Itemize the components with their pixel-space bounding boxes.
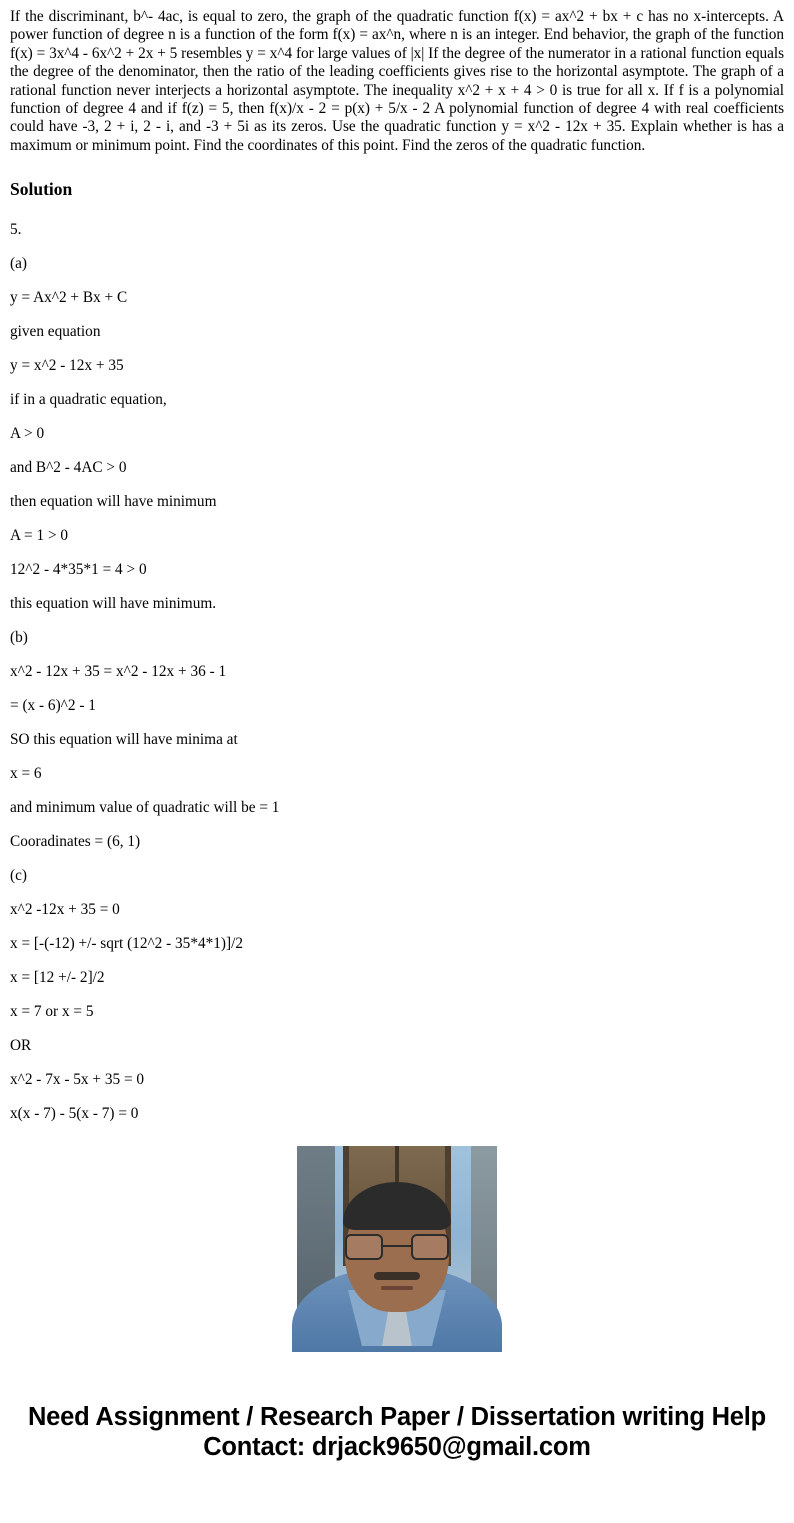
solution-line: this equation will have minimum.: [10, 595, 217, 613]
avatar-mouth: [381, 1286, 413, 1290]
solution-line: (c): [10, 867, 27, 885]
solution-line: x = 7 or x = 5: [10, 1003, 94, 1021]
avatar-mustache: [374, 1272, 420, 1280]
solution-line: 5.: [10, 221, 22, 239]
glasses-bridge: [383, 1245, 411, 1247]
solution-line: 12^2 - 4*35*1 = 4 > 0: [10, 561, 147, 579]
solution-line: x^2 - 12x + 35 = x^2 - 12x + 36 - 1: [10, 663, 227, 681]
solution-line: x(x - 7) - 5(x - 7) = 0: [10, 1105, 139, 1123]
solution-line: then equation will have minimum: [10, 493, 217, 511]
solution-line: and minimum value of quadratic will be = 1: [10, 799, 280, 817]
intro-paragraph: If the discriminant, b^- 4ac, is equal to zero, the graph of the quadratic function f(x) = ax^2 + bx + c has no x-intercepts. A power function of degree n is a function of the form f(x) = ax^n, where n is an integer. End behavior, the graph of the function f(x) = 3x^4 - 6x^2 + 2x + 5 resembles y = x^4 for large values of |x| If the degree of the numerator in a rational function equals the degree of the denominator, then the ratio of the leading coefficients gives rise to the horizontal asymptote. The graph of a rational function never interjects a horizontal asymptote. The inequality x^2 + x + 4 > 0 is true for all x. If f is a polynomial function of degree 4 and if f(z) = 5, then f(x)/x - 2 = p(x) + 5/x - 2 A polynomial function of degree 4 with real coefficients could have -3, 2 + i, 2 - i, and -3 + 5i as its zeros. Use the quadratic function y = x^2 - 12x + 35. Explain whether is has a maximum or minimum point. Find the coordinates of this point. Find the zeros of the quadratic function.: [10, 8, 784, 154]
solution-line: x = [12 +/- 2]/2: [10, 969, 105, 987]
footer-line-2: writing Help: [622, 1403, 767, 1432]
solution-line: OR: [10, 1037, 32, 1055]
avatar-container: [10, 1146, 784, 1346]
solution-lines: [10, 213, 784, 1123]
solution-line: A > 0: [10, 425, 45, 443]
glasses-icon: [345, 1234, 449, 1260]
glasses-lens-left: [345, 1234, 383, 1260]
solution-heading: Solution: [10, 179, 73, 200]
solution-line: x = 6: [10, 765, 42, 783]
avatar: [297, 1146, 497, 1346]
solution-line: and B^2 - 4AC > 0: [10, 459, 127, 477]
solution-line: Cooradinates = (6, 1): [10, 833, 141, 851]
solution-line: x^2 -12x + 35 = 0: [10, 901, 120, 919]
solution-line: (b): [10, 629, 28, 647]
solution-line: A = 1 > 0: [10, 527, 69, 545]
footer-contact: Contact: drjack9650@gmail.com: [203, 1433, 591, 1462]
solution-line: x = [-(-12) +/- sqrt (12^2 - 35*4*1)]/2: [10, 935, 244, 953]
footer-line-1: Need Assignment / Research Paper / Dissertation: [27, 1403, 616, 1432]
solution-line: y = x^2 - 12x + 35: [10, 357, 124, 375]
solution-line: y = Ax^2 + Bx + C: [10, 289, 128, 307]
glasses-lens-right: [411, 1234, 449, 1260]
solution-line: (a): [10, 255, 27, 273]
solution-line: if in a quadratic equation,: [10, 391, 167, 409]
solution-line: SO this equation will have minima at: [10, 731, 238, 749]
solution-line: x^2 - 7x - 5x + 35 = 0: [10, 1071, 145, 1089]
solution-line: given equation: [10, 323, 101, 341]
solution-line: = (x - 6)^2 - 1: [10, 697, 96, 715]
footer-promo: [10, 1402, 784, 1496]
